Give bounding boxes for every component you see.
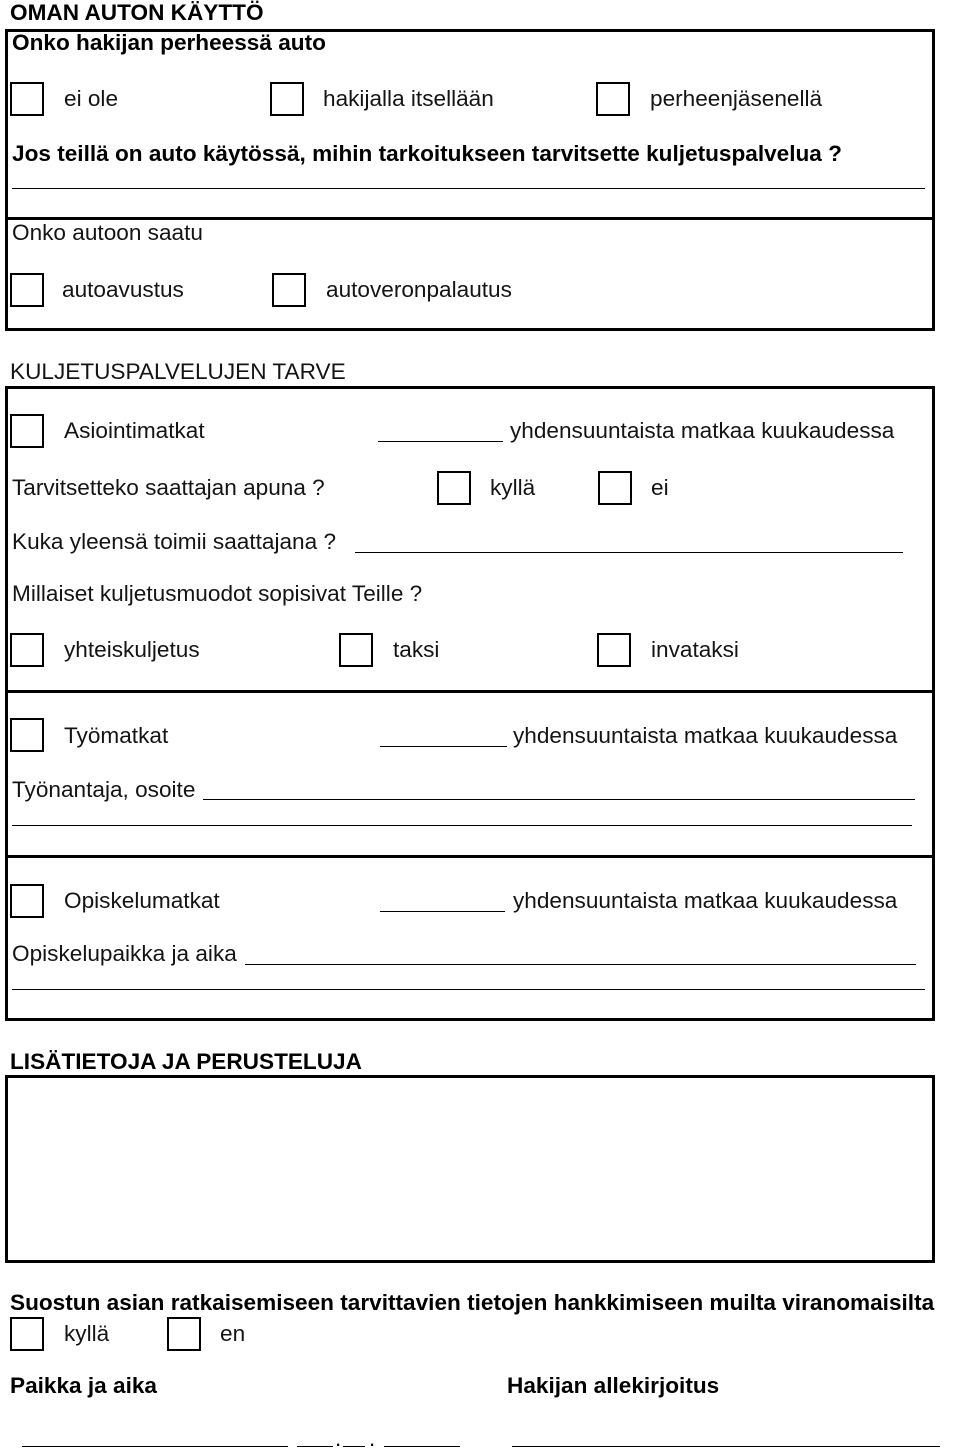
transport-modes-question: Millaiset kuljetusmuodot sopisivat Teille ?	[12, 581, 423, 606]
option-label-escort-no: ei	[651, 475, 669, 500]
work-trips-label: Työmatkat	[64, 723, 169, 748]
section-title-own-car: OMAN AUTON KÄYTTÖ	[10, 0, 264, 25]
checkbox-errand-trips[interactable]	[10, 414, 44, 448]
errand-trips-unit: yhdensuuntaista matkaa kuukaudessa	[510, 418, 895, 443]
consent-question: Suostun asian ratkaisemiseen tarvittavien tietojen hankkimiseen muilta viranomaisilta	[10, 1290, 935, 1315]
option-label-shared-transport: yhteiskuljetus	[64, 637, 200, 662]
date-day-field[interactable]	[297, 1424, 333, 1447]
car-purpose-question: Jos teillä on auto käytössä, mihin tarkoitukseen tarvitsette kuljetuspalvelua ?	[12, 141, 842, 166]
date-year-field[interactable]	[384, 1424, 460, 1447]
checkbox-escort-no[interactable]	[598, 471, 632, 505]
option-label-family-member-car: perheenjäsenellä	[650, 86, 823, 111]
study-trips-label: Opiskelumatkat	[64, 888, 220, 913]
place-field[interactable]	[22, 1424, 288, 1447]
checkbox-applicant-own-car[interactable]	[270, 82, 304, 116]
family-car-question: Onko hakijan perheessä auto	[12, 30, 326, 55]
additional-info-field[interactable]	[8, 1078, 932, 1260]
applicant-signature-label: Hakijan allekirjoitus	[507, 1373, 720, 1398]
option-label-accessible-taxi: invataksi	[651, 637, 739, 662]
checkbox-consent-no[interactable]	[167, 1317, 201, 1351]
checkbox-consent-yes[interactable]	[10, 1317, 44, 1351]
study-trips-count-field[interactable]	[380, 889, 505, 912]
employer-address-label: Työnantaja, osoite	[12, 777, 196, 802]
checkbox-car-grant[interactable]	[10, 273, 44, 307]
option-label-applicant-own-car: hakijalla itsellään	[323, 86, 494, 111]
car-purpose-answer-field[interactable]	[12, 166, 925, 189]
date-separator: .	[335, 1426, 342, 1451]
escort-question: Tarvitsetteko saattajan apuna ?	[12, 475, 325, 500]
work-trips-unit: yhdensuuntaista matkaa kuukaudessa	[513, 723, 898, 748]
checkbox-work-trips[interactable]	[10, 718, 44, 752]
option-label-consent-no: en	[220, 1321, 246, 1346]
errand-trips-count-field[interactable]	[378, 419, 503, 442]
work-trips-count-field[interactable]	[380, 724, 507, 747]
checkbox-accessible-taxi[interactable]	[597, 633, 631, 667]
errand-trips-label: Asiointimatkat	[64, 418, 205, 443]
car-subsidy-question: Onko autoon saatu	[12, 220, 203, 245]
transport-need-divider-study	[5, 855, 935, 858]
option-label-consent-yes: kyllä	[64, 1321, 110, 1346]
study-place-time-field[interactable]	[245, 942, 916, 965]
employer-address-field-line-2[interactable]	[12, 803, 912, 826]
checkbox-study-trips[interactable]	[10, 884, 44, 918]
checkbox-escort-yes[interactable]	[437, 471, 471, 505]
option-label-taxi: taksi	[393, 637, 440, 662]
checkbox-shared-transport[interactable]	[10, 633, 44, 667]
option-label-car-tax-refund: autoveronpalautus	[326, 277, 512, 302]
checkbox-car-tax-refund[interactable]	[272, 273, 306, 307]
checkbox-family-member-car[interactable]	[596, 82, 630, 116]
study-trips-unit: yhdensuuntaista matkaa kuukaudessa	[513, 888, 898, 913]
study-place-time-label: Opiskelupaikka ja aika	[12, 941, 237, 966]
date-month-field[interactable]	[343, 1424, 365, 1447]
checkbox-no-car[interactable]	[10, 82, 44, 116]
employer-address-field[interactable]	[203, 777, 915, 800]
place-and-date-label: Paikka ja aika	[10, 1373, 157, 1398]
option-label-escort-yes: kyllä	[490, 475, 536, 500]
transport-need-divider-work	[5, 690, 935, 693]
escort-who-question: Kuka yleensä toimii saattajana ?	[12, 529, 337, 554]
section-title-additional-info: LISÄTIETOJA JA PERUSTELUJA	[10, 1049, 362, 1074]
option-label-no-car: ei ole	[64, 86, 119, 111]
option-label-car-grant: autoavustus	[62, 277, 184, 302]
study-place-time-field-line-2[interactable]	[12, 967, 925, 990]
signature-field[interactable]	[512, 1424, 940, 1447]
checkbox-taxi[interactable]	[339, 633, 373, 667]
date-separator: .	[369, 1426, 376, 1451]
escort-who-field[interactable]	[355, 530, 903, 553]
section-title-transport-need: KULJETUSPALVELUJEN TARVE	[10, 359, 346, 384]
